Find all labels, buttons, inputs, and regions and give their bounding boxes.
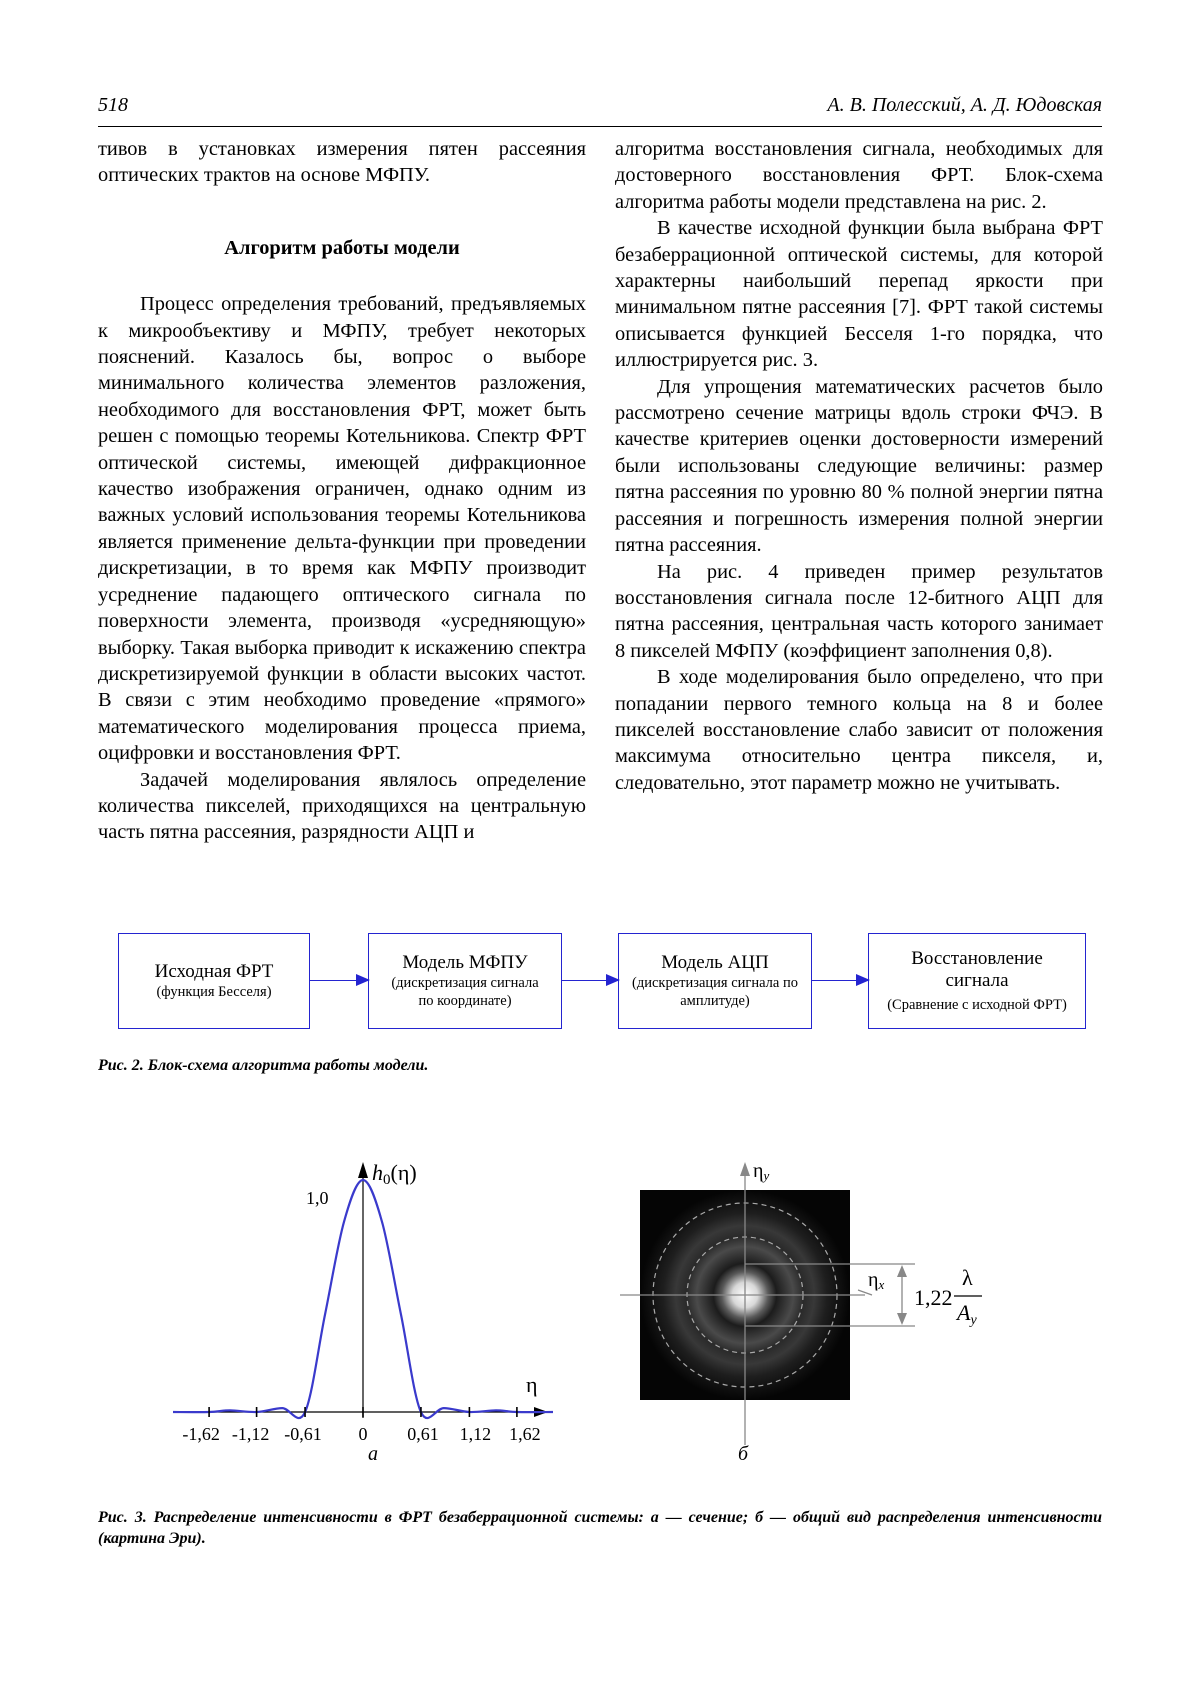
y-axis-label: h0(η) xyxy=(372,1160,417,1188)
diagram-block-source xyxy=(118,933,310,1029)
x-axis-label: η xyxy=(526,1372,538,1397)
block-title: Исходная ФРТ xyxy=(154,961,274,982)
dimension-arrow-down xyxy=(897,1313,907,1325)
figure-3-caption: Рис. 3. Распределение интенсивности в ФРТ безаберрационной системы: а — сечение; б — общий вид распределения интенсивности (картина Эри). xyxy=(98,1509,1102,1547)
diagram-block-adc xyxy=(618,933,812,1029)
dimension-arrow-up xyxy=(897,1265,907,1277)
running-authors: А. В. Полесский, А. Д. Юдовская xyxy=(827,94,1102,116)
x-tick-label: -1,62 xyxy=(182,1424,220,1444)
block-subtitle: (функция Бесселя) xyxy=(156,984,272,1000)
x-tick-label: -1,12 xyxy=(231,1424,270,1444)
x-tick-label: 0 xyxy=(358,1424,368,1444)
panel-a-label: а xyxy=(368,1443,378,1465)
paragraph: Для упрощения математических расчетов было рассмотрено сечение матрицы вдоль строки ФЧЭ. В качестве критериев оценки достоверности измерений были использованы следующие величины: размер пятна рассеяния по уровню 80 % полной энергии пятна рассеяния и погрешность измерения полной энергии пятна рассеяния. xyxy=(615,375,1103,557)
y-axis-arrow xyxy=(358,1162,368,1178)
peak-label: 1,0 xyxy=(306,1188,329,1208)
block-diagram xyxy=(98,925,1102,1045)
paragraph: алгоритма восстановления сигнала, необходимых для достоверного восстановления ФРТ. Блок-схема алгоритма работы модели представлена на рис. 2. xyxy=(615,138,1103,213)
running-header xyxy=(98,88,1102,118)
paragraph: В ходе моделирования было определено, что при попадании первого темного кольца на 8 и более пикселей восстановление слабо зависит от положения максимума относительно центра пикселя, и, следовательно, этот параметр можно не учитывать. xyxy=(615,666,1103,794)
diagram-arrow xyxy=(310,980,368,981)
x-tick-label: -0,61 xyxy=(284,1424,322,1444)
y-axis-label: ηy xyxy=(753,1160,770,1183)
section-title: Алгоритм работы модели xyxy=(224,236,460,259)
diagram-arrow xyxy=(812,980,868,981)
paragraph: Процесс определения требований, предъявляемых к микрообъективу и МФПУ, требует некоторых пояснений. Казалось бы, вопрос о выборе минимального количества элементов разложения, необходимого для восстановления ФРТ, может быть решен с помощью теоремы Котельникова. Спектр ФРТ оптической системы, имеющей дифракционное качество изображения ограничен, однако одним из важных условий использования теоремы Котельникова является применение дельта-функции при проведении дискретизации, в то время как МФПУ производит усреднение падающего оптического сигнала по поверхности элемента, производя «усредняющую» выборку. Такая выборка приводит к искажению спектра дискретизируемой функции в области высоких частот. В связи с этим необходимо проведение «прямого» математического моделирования процесса приема, оцифровки и восстановления ФРТ. xyxy=(98,293,586,765)
x-marker-label: ηx xyxy=(868,1269,885,1292)
paragraph: В качестве исходной функции была выбрана ФРТ безаберрационной оптической системы, для которой характерны наибольший перепад яркости при минимальном пятне рассеяния [7]. ФРТ такой системы описывается функцией Бесселя 1-го порядка, что иллюстрируется рис. 3. xyxy=(615,217,1103,372)
diagram-block-fpa xyxy=(368,933,562,1029)
block-subtitle: (дискретизация сигнала по амплитуде) xyxy=(632,975,798,1009)
left-column xyxy=(98,136,586,846)
right-column xyxy=(615,136,1103,796)
paragraph: тивов в установках измерения пятен рассеяния оптических трактов на основе МФПУ. xyxy=(98,138,586,187)
vertical-axis-arrow xyxy=(740,1162,750,1176)
block-title: Модель МФПУ xyxy=(402,952,528,973)
block-title: Модель АЦП xyxy=(661,952,769,973)
paragraph: Задачей моделирования являлось определение количества пикселей, приходящихся на центральную часть пятна рассеяния, разрядности АЦП и xyxy=(98,768,586,844)
formula-numerator: λ xyxy=(962,1265,973,1290)
diagram-arrow xyxy=(562,980,618,981)
x-tick-label: 1,12 xyxy=(459,1424,492,1444)
diagram-block-recovery xyxy=(868,933,1086,1029)
paragraph: На рис. 4 приведен пример результатов восстановления сигнала после 12-битного АЦП для пятна рассеяния, центральная часть которого занимает 8 пикселей МФПУ (коэффициент заполнения 0,8). xyxy=(615,560,1103,662)
page-number: 518 xyxy=(98,94,128,116)
header-rule xyxy=(98,126,1102,127)
x-tick-label: 0,61 xyxy=(407,1424,439,1444)
figure-2-caption: Рис. 2. Блок-схема алгоритма работы модели. xyxy=(98,1057,429,1074)
formula-denominator: Ay xyxy=(957,1300,977,1328)
psf-cross-section-chart xyxy=(182,1150,550,1460)
block-subtitle: (Сравнение с исходной ФРТ) xyxy=(887,997,1067,1013)
block-title: Восстановление сигнала xyxy=(911,948,1043,991)
panel-b-label: б xyxy=(738,1443,749,1465)
airy-pattern-figure xyxy=(610,1150,1010,1450)
formula-coefficient: 1,22 xyxy=(914,1285,953,1310)
block-subtitle: (дискретизация сигнала по координате) xyxy=(391,975,539,1009)
tick-labels xyxy=(182,1424,540,1444)
x-tick-label: 1,62 xyxy=(509,1424,541,1444)
